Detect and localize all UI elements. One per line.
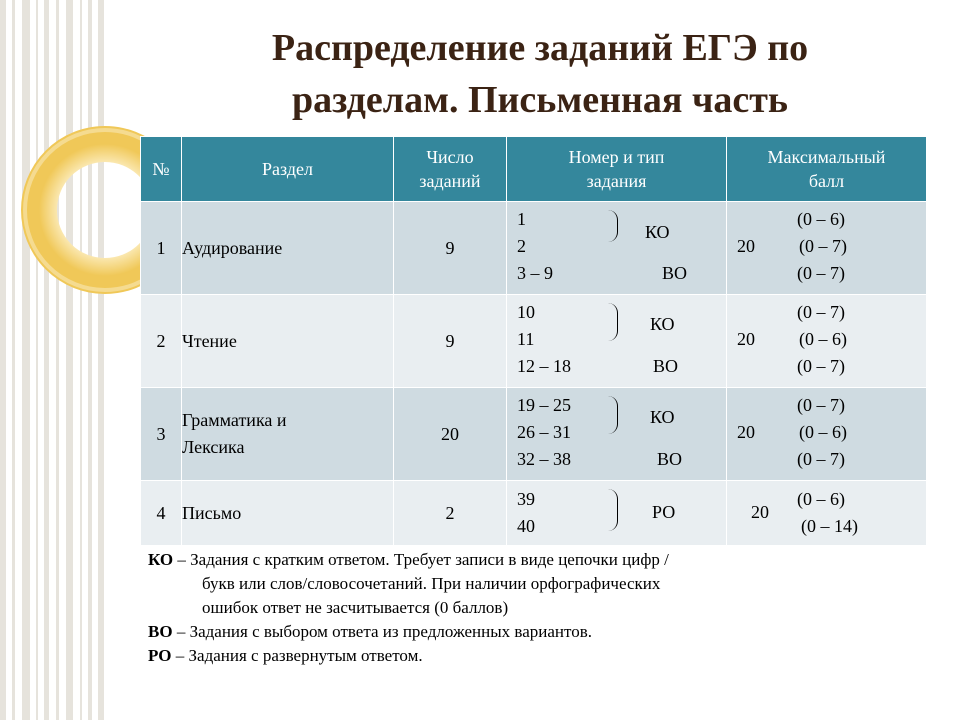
type-vo: ВО: [657, 449, 683, 469]
legend-ko-cont-2: ошибок ответ не засчитывается (0 баллов): [202, 598, 509, 617]
total-score: 20: [751, 502, 769, 522]
row-section: Аудирование: [182, 202, 394, 295]
table-row: [141, 202, 927, 295]
row-max-score: 20 (0 – 6) (0 – 14): [727, 481, 927, 546]
row-max-score: 20 (0 – 6) (0 – 7) (0 – 7): [727, 202, 927, 295]
header-task-type: Номер и тип задания: [507, 137, 727, 202]
header-num: №: [141, 137, 182, 202]
type-vo: ВО: [662, 263, 688, 283]
row-section: Чтение: [182, 295, 394, 388]
legend: [148, 548, 828, 668]
type-ko: КО: [650, 314, 675, 334]
table-row: [141, 295, 927, 388]
legend-ro: РО – Задания с развернутым ответом.: [148, 646, 423, 665]
title-line-1: Распределение заданий ЕГЭ по: [271, 27, 809, 69]
row-task-types: 10 11 12 – 18 КО ВО: [507, 295, 727, 388]
brace: [607, 303, 618, 341]
row-task-types: 19 – 25 26 – 31 32 – 38 КО ВО: [507, 388, 727, 481]
brace: [607, 489, 618, 531]
row-count: 9: [394, 202, 507, 295]
row-count: 2: [394, 481, 507, 546]
row-count: 9: [394, 295, 507, 388]
legend-ko: КО – Задания с кратким ответом. Требует записи в виде цепочки цифр /: [148, 550, 669, 569]
row-num: 2: [141, 295, 182, 388]
page-title: [190, 22, 890, 126]
total-score: 20: [737, 422, 755, 442]
header-section: Раздел: [182, 137, 394, 202]
brace: [607, 210, 618, 242]
total-score: 20: [737, 329, 755, 349]
row-num: 3: [141, 388, 182, 481]
type-ko: КО: [650, 407, 675, 427]
legend-vo: ВО – Задания с выбором ответа из предложенных вариантов.: [148, 622, 592, 641]
type-ko: КО: [645, 222, 670, 242]
type-ro: РО: [652, 502, 676, 522]
table-row: [141, 388, 927, 481]
row-num: 1: [141, 202, 182, 295]
header-count: Число заданий: [394, 137, 507, 202]
row-max-score: 20 (0 – 7) (0 – 6) (0 – 7): [727, 388, 927, 481]
title-line-2: разделам. Письменная часть: [291, 79, 789, 121]
tasks-table: [140, 136, 927, 546]
row-num: 4: [141, 481, 182, 546]
row-task-types: 1 2 3 – 9 КО ВО: [507, 202, 727, 295]
row-section: Письмо: [182, 481, 394, 546]
table-row: [141, 481, 927, 546]
table-header-row: [141, 137, 927, 202]
type-vo: ВО: [653, 356, 679, 376]
brace: [607, 396, 618, 434]
row-task-types: 39 40 РО: [507, 481, 727, 546]
row-count: 20: [394, 388, 507, 481]
background-stripes: [0, 0, 110, 720]
total-score: 20: [737, 236, 755, 256]
row-section: Грамматика и Лексика: [182, 388, 394, 481]
row-max-score: 20 (0 – 7) (0 – 6) (0 – 7): [727, 295, 927, 388]
legend-ko-cont-1: букв или слов/словосочетаний. При наличии орфографических: [202, 574, 661, 593]
header-max-score: Максимальный балл: [727, 137, 927, 202]
